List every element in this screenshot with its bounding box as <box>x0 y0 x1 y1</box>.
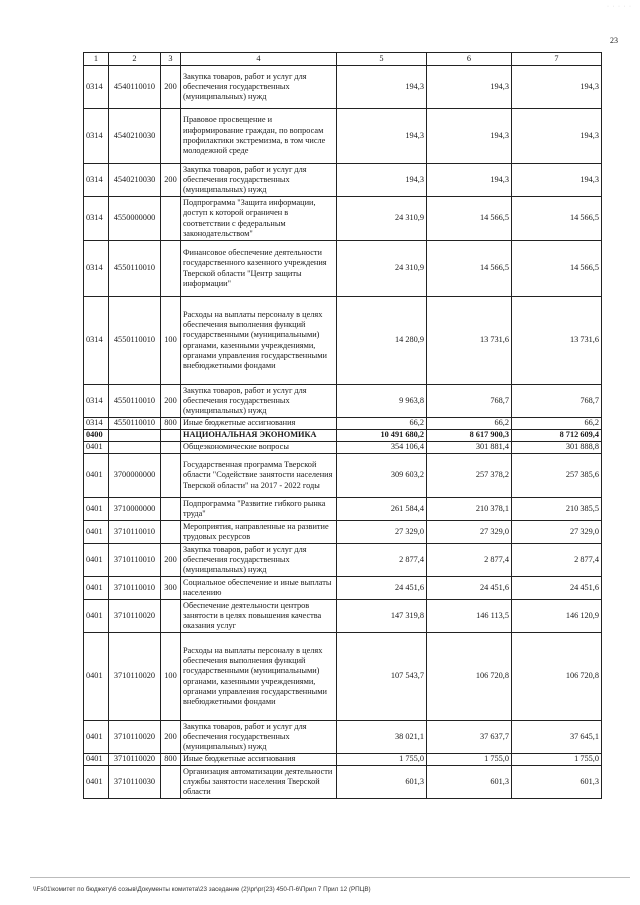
cell-col-1: 0314 <box>84 109 109 164</box>
cell-col-7: 1 755,0 <box>512 754 602 766</box>
cell-col-6: 301 881,4 <box>427 442 512 454</box>
cell-col-5: 601,3 <box>337 766 427 799</box>
table-row <box>84 498 602 521</box>
cell-col-6: 210 378,1 <box>427 498 512 521</box>
cell-col-2: 3710110010 <box>109 544 161 577</box>
cell-col-7: 27 329,0 <box>512 521 602 544</box>
cell-col-2: 3710110030 <box>109 766 161 799</box>
cell-col-5: 261 584,4 <box>337 498 427 521</box>
cell-col-5: 107 543,7 <box>337 633 427 721</box>
cell-col-3: 800 <box>161 418 181 430</box>
cell-col-4: Правовое просвещение и информирование граждан, по вопросам профилактики экстремизма, в том числе молодежной среде <box>181 109 337 164</box>
cell-col-4: Подпрограмма "Защита информации, доступ к которой ограничен в соответствии с федеральным законодательством" <box>181 197 337 241</box>
cell-col-7: 8 712 609,4 <box>512 430 602 442</box>
header-cell: 2 <box>109 53 161 66</box>
cell-col-3: 300 <box>161 577 181 600</box>
cell-col-1: 0401 <box>84 577 109 600</box>
header-cell: 6 <box>427 53 512 66</box>
cell-col-7: 13 731,6 <box>512 297 602 385</box>
cell-col-6: 27 329,0 <box>427 521 512 544</box>
cell-col-7: 601,3 <box>512 766 602 799</box>
cell-col-3 <box>161 600 181 633</box>
cell-col-5: 27 329,0 <box>337 521 427 544</box>
cell-col-2: 3710110020 <box>109 721 161 754</box>
cell-col-5: 147 319,8 <box>337 600 427 633</box>
header-cell: 1 <box>84 53 109 66</box>
cell-col-2: 4540210030 <box>109 164 161 197</box>
cell-col-2: 3710110020 <box>109 600 161 633</box>
table-row <box>84 754 602 766</box>
footer-divider <box>30 877 630 878</box>
cell-col-1: 0401 <box>84 633 109 721</box>
cell-col-6: 14 566,5 <box>427 241 512 297</box>
cell-col-5: 10 491 680,2 <box>337 430 427 442</box>
cell-col-1: 0401 <box>84 754 109 766</box>
cell-col-5: 354 106,4 <box>337 442 427 454</box>
cell-col-7: 301 888,8 <box>512 442 602 454</box>
cell-col-6: 24 451,6 <box>427 577 512 600</box>
cell-col-6: 601,3 <box>427 766 512 799</box>
cell-col-6: 146 113,5 <box>427 600 512 633</box>
cell-col-2 <box>109 442 161 454</box>
table-row <box>84 577 602 600</box>
cell-col-3: 100 <box>161 297 181 385</box>
cell-col-3: 200 <box>161 66 181 109</box>
cell-col-3 <box>161 498 181 521</box>
table-row <box>84 297 602 385</box>
cell-col-2: 4540110010 <box>109 66 161 109</box>
cell-col-3 <box>161 521 181 544</box>
cell-col-7: 14 566,5 <box>512 197 602 241</box>
cell-col-5: 1 755,0 <box>337 754 427 766</box>
table-row <box>84 197 602 241</box>
cell-col-2: 3710110010 <box>109 577 161 600</box>
cell-col-4: Закупка товаров, работ и услуг для обеспечения государственных (муниципальных) нужд <box>181 544 337 577</box>
header-cell: 4 <box>181 53 337 66</box>
cell-col-1: 0401 <box>84 544 109 577</box>
cell-col-5: 2 877,4 <box>337 544 427 577</box>
cell-col-6: 13 731,6 <box>427 297 512 385</box>
cell-col-1: 0401 <box>84 454 109 498</box>
table-row <box>84 430 602 442</box>
cell-col-7: 106 720,8 <box>512 633 602 721</box>
cell-col-6: 14 566,5 <box>427 197 512 241</box>
table-row <box>84 766 602 799</box>
cell-col-1: 0314 <box>84 297 109 385</box>
cell-col-7: 146 120,9 <box>512 600 602 633</box>
cell-col-3 <box>161 109 181 164</box>
corner-note: · · · · · <box>607 4 632 10</box>
cell-col-3 <box>161 241 181 297</box>
cell-col-1: 0401 <box>84 498 109 521</box>
cell-col-5: 194,3 <box>337 109 427 164</box>
cell-col-7: 24 451,6 <box>512 577 602 600</box>
cell-col-3 <box>161 430 181 442</box>
cell-col-5: 38 021,1 <box>337 721 427 754</box>
table-row <box>84 521 602 544</box>
cell-col-1: 0314 <box>84 418 109 430</box>
cell-col-1: 0314 <box>84 241 109 297</box>
cell-col-4: Социальное обеспечение и иные выплаты населению <box>181 577 337 600</box>
header-cell: 7 <box>512 53 602 66</box>
cell-col-4: Закупка товаров, работ и услуг для обеспечения государственных (муниципальных) нужд <box>181 66 337 109</box>
cell-col-4: Иные бюджетные ассигнования <box>181 418 337 430</box>
cell-col-7: 2 877,4 <box>512 544 602 577</box>
cell-col-1: 0401 <box>84 600 109 633</box>
cell-col-1: 0401 <box>84 521 109 544</box>
table-row <box>84 442 602 454</box>
cell-col-1: 0401 <box>84 442 109 454</box>
cell-col-7: 66,2 <box>512 418 602 430</box>
table-row <box>84 633 602 721</box>
cell-col-1: 0314 <box>84 385 109 418</box>
cell-col-6: 1 755,0 <box>427 754 512 766</box>
cell-col-7: 194,3 <box>512 164 602 197</box>
cell-col-7: 210 385,5 <box>512 498 602 521</box>
cell-col-3: 200 <box>161 721 181 754</box>
header-cell: 5 <box>337 53 427 66</box>
cell-col-4: Мероприятия, направленные на развитие трудовых ресурсов <box>181 521 337 544</box>
cell-col-4: Закупка товаров, работ и услуг для обеспечения государственных (муниципальных) нужд <box>181 164 337 197</box>
cell-col-7: 37 645,1 <box>512 721 602 754</box>
cell-col-6: 194,3 <box>427 66 512 109</box>
cell-col-2: 3710110010 <box>109 521 161 544</box>
table-row <box>84 418 602 430</box>
cell-col-5: 9 963,8 <box>337 385 427 418</box>
cell-col-6: 8 617 900,3 <box>427 430 512 442</box>
footer-file-path: \\Fs01\комитет по бюджету\6 созыв\Документы комитета\23 заседание (2)\pr\pr(23) 450-П-6\Прил 7 Прил 12 (РПЦВ) <box>33 886 371 893</box>
cell-col-4: Расходы на выплаты персоналу в целях обеспечения выполнения функций государственными (муниципальными) органами, казенными учреждениями, органами управления государственными внебюджетными фондами <box>181 297 337 385</box>
table-row <box>84 66 602 109</box>
cell-col-5: 309 603,2 <box>337 454 427 498</box>
cell-col-2: 3710000000 <box>109 498 161 521</box>
table-row <box>84 721 602 754</box>
cell-col-2: 4550110010 <box>109 418 161 430</box>
cell-col-7: 257 385,6 <box>512 454 602 498</box>
cell-col-1: 0314 <box>84 197 109 241</box>
table-row <box>84 109 602 164</box>
cell-col-6: 194,3 <box>427 164 512 197</box>
cell-col-6: 66,2 <box>427 418 512 430</box>
cell-col-3: 200 <box>161 164 181 197</box>
cell-col-5: 24 451,6 <box>337 577 427 600</box>
cell-col-4: Иные бюджетные ассигнования <box>181 754 337 766</box>
cell-col-3 <box>161 454 181 498</box>
header-cell: 3 <box>161 53 181 66</box>
cell-col-4: Закупка товаров, работ и услуг для обеспечения государственных (муниципальных) нужд <box>181 721 337 754</box>
cell-col-7: 194,3 <box>512 109 602 164</box>
cell-col-4: Обеспечение деятельности центров занятости в целях повышения качества оказания услуг <box>181 600 337 633</box>
table-row <box>84 241 602 297</box>
cell-col-1: 0401 <box>84 721 109 754</box>
budget-table <box>83 52 602 799</box>
cell-col-5: 14 280,9 <box>337 297 427 385</box>
table-row <box>84 454 602 498</box>
page-number: 23 <box>610 36 618 45</box>
cell-col-2: 4540210030 <box>109 109 161 164</box>
table-row <box>84 544 602 577</box>
cell-col-4: Расходы на выплаты персоналу в целях обеспечения выполнения функций государственными (муниципальными) органами, казенными учреждениями, органами управления государственными внебюджетными фондами <box>181 633 337 721</box>
cell-col-7: 14 566,5 <box>512 241 602 297</box>
cell-col-6: 2 877,4 <box>427 544 512 577</box>
cell-col-3: 100 <box>161 633 181 721</box>
cell-col-6: 194,3 <box>427 109 512 164</box>
cell-col-6: 106 720,8 <box>427 633 512 721</box>
table-header-row <box>84 53 602 66</box>
cell-col-4: Организация автоматизации деятельности службы занятости населения Тверской области <box>181 766 337 799</box>
cell-col-7: 768,7 <box>512 385 602 418</box>
cell-col-5: 24 310,9 <box>337 241 427 297</box>
cell-col-1: 0314 <box>84 164 109 197</box>
cell-col-6: 257 378,2 <box>427 454 512 498</box>
cell-col-4: НАЦИОНАЛЬНАЯ ЭКОНОМИКА <box>181 430 337 442</box>
cell-col-2: 4550110010 <box>109 297 161 385</box>
cell-col-1: 0314 <box>84 66 109 109</box>
cell-col-4: Закупка товаров, работ и услуг для обеспечения государственных (муниципальных) нужд <box>181 385 337 418</box>
cell-col-2: 4550000000 <box>109 197 161 241</box>
table-row <box>84 164 602 197</box>
cell-col-5: 194,3 <box>337 66 427 109</box>
table-row <box>84 600 602 633</box>
cell-col-1: 0401 <box>84 766 109 799</box>
cell-col-3 <box>161 197 181 241</box>
cell-col-2: 3710110020 <box>109 754 161 766</box>
cell-col-3: 200 <box>161 544 181 577</box>
cell-col-4: Подпрограмма "Развитие гибкого рынка труда" <box>181 498 337 521</box>
cell-col-6: 768,7 <box>427 385 512 418</box>
cell-col-2: 3710110020 <box>109 633 161 721</box>
cell-col-4: Финансовое обеспечение деятельности государственного казенного учреждения Тверской области "Центр защиты информации" <box>181 241 337 297</box>
cell-col-3 <box>161 766 181 799</box>
cell-col-2: 4550110010 <box>109 385 161 418</box>
cell-col-3: 800 <box>161 754 181 766</box>
cell-col-2 <box>109 430 161 442</box>
cell-col-4: Общеэкономические вопросы <box>181 442 337 454</box>
cell-col-3 <box>161 442 181 454</box>
cell-col-7: 194,3 <box>512 66 602 109</box>
cell-col-4: Государственная программа Тверской области "Содействие занятости населения Тверской области" на 2017 - 2022 годы <box>181 454 337 498</box>
cell-col-3: 200 <box>161 385 181 418</box>
table-row <box>84 385 602 418</box>
cell-col-2: 4550110010 <box>109 241 161 297</box>
cell-col-5: 66,2 <box>337 418 427 430</box>
cell-col-5: 194,3 <box>337 164 427 197</box>
cell-col-1: 0400 <box>84 430 109 442</box>
cell-col-5: 24 310,9 <box>337 197 427 241</box>
cell-col-6: 37 637,7 <box>427 721 512 754</box>
cell-col-2: 3700000000 <box>109 454 161 498</box>
